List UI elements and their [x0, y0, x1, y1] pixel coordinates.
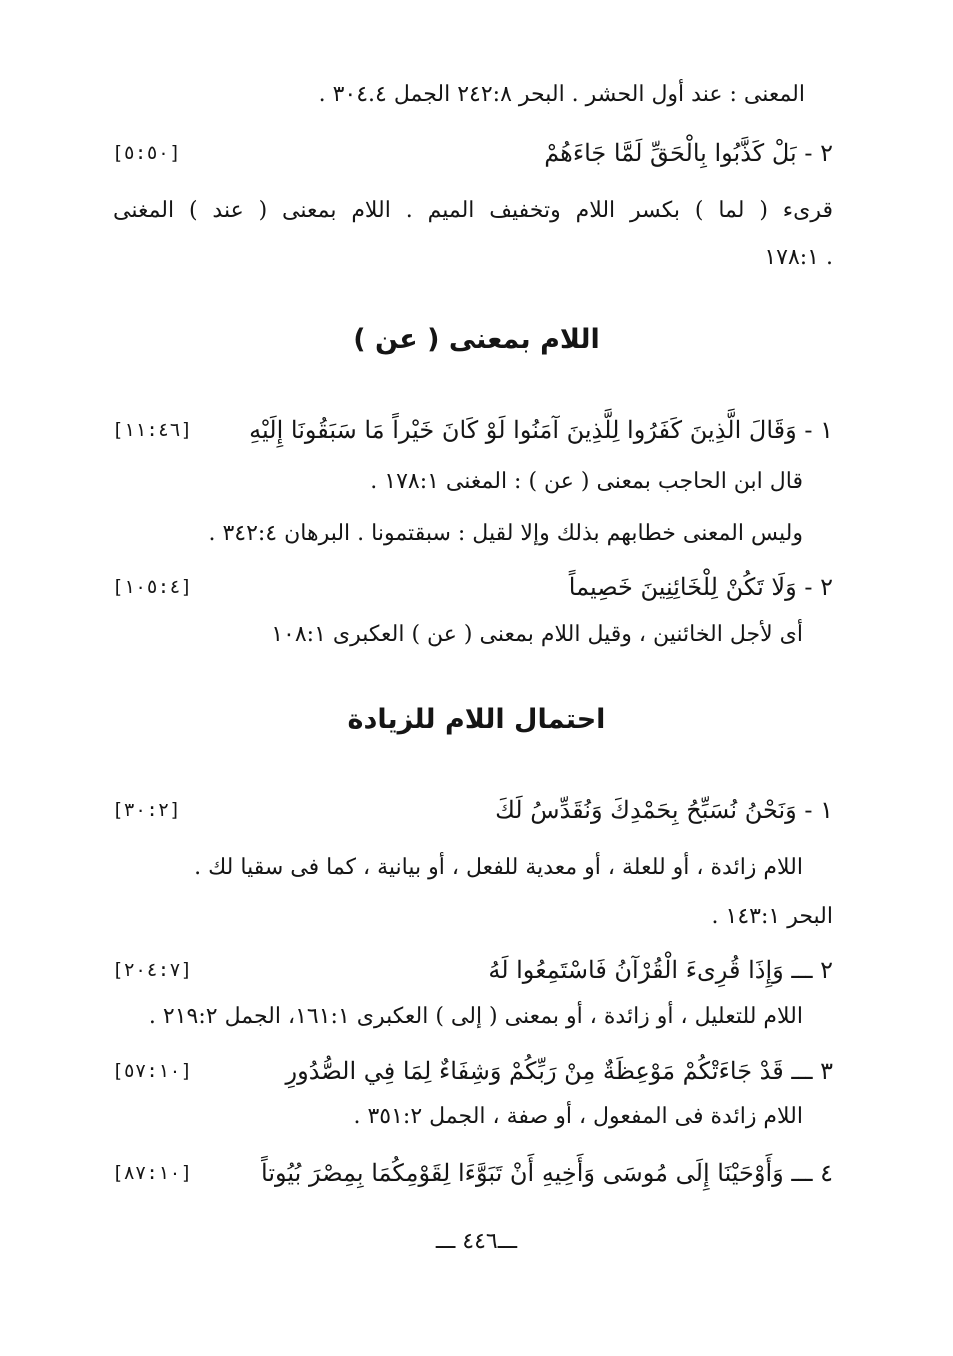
verse-reference: [١١:٤٦] [112, 419, 193, 441]
verse-text: وَقَالَ الَّذِينَ كَفَرُوا لِلَّذِينَ آمَنُوا لَوْ كَانَ خَيْراً مَا سَبَقُونَا إِلَيْهِ [249, 416, 797, 444]
commentary-line: اللام للتعليل ، أو زائدة ، أو بمعنى ( إلى ) العكبرى ١٦١:١، الجمل ٢١٩:٢ . [148, 1004, 803, 1029]
verse-line [261, 1158, 833, 1188]
entry-number: ١ - [804, 796, 833, 824]
entry-number: ٤ ـــ [791, 1159, 833, 1187]
verse-line [488, 955, 833, 985]
verse-text: بَلْ كَذَّبُوا بِالْحَقِّ لَمَّا جَاءَهُمْ [544, 139, 797, 167]
verse-text: وَأَوْحَيْنَا إِلَى مُوسَى وَأَخِيهِ أَنْ تَبَوَّءَا لِقَوْمِكُمَا بِمِصْرَ بُيُوتاً [261, 1159, 784, 1187]
entry-number: ٣ ـــ [791, 1057, 833, 1085]
commentary-line: اللام زائدة فى المفعول ، أو صفة ، الجمل ٣٥١:٢ . [353, 1104, 803, 1129]
commentary-line: اللام زائدة ، أو للعلة ، أو معدية للفعل ، أو بيانية ، كما فى سقيا لك . [194, 855, 803, 880]
verse-reference: [٥٧:١٠] [112, 1060, 193, 1082]
commentary-line: البحر ١٤٣:١ . [711, 904, 833, 929]
entry-number: ٢ - [804, 573, 833, 601]
verse-text: وَإِذَا قُرِىءَ الْقُرْآنُ فَاسْتَمِعُوا لَهُ [488, 956, 784, 984]
entry-number: ٢ ـــ [791, 956, 833, 984]
section-heading: اللام بمعنى ( عن ) [353, 324, 600, 355]
verse-reference: [٢٠٤:٧] [112, 959, 193, 981]
commentary-line: وليس المعنى خطابهم بذلك وإلا لقيل : سبقتمونا . البرهان ٣٤٢:٤ . [208, 521, 803, 546]
verse-text: وَنَحْنُ نُسَبِّحُ بِحَمْدِكَ وَنُقَدِّسُ لَكَ [495, 796, 797, 824]
verse-text: قَدْ جَاءَتْكُمْ مَوْعِظَةٌ مِنْ رَبِّكُمْ وَشِفَاءٌ لِمَا فِي الصُّدُورِ [285, 1057, 784, 1085]
verse-reference: [٣٠:٢] [112, 799, 181, 821]
entry-number: ١ - [804, 416, 833, 444]
verse-text: وَلَا تَكُنْ لِلْخَائِنِينَ خَصِيماً [568, 573, 797, 601]
entry-number: ٢ - [804, 139, 833, 167]
verse-line [569, 572, 833, 602]
verse-line [495, 795, 833, 825]
top-note: المعنى : عند أول الحشر . البحر ٢٤٢:٨ الجمل ٣٠٤.٤ . [318, 82, 805, 107]
commentary-line: أى لأجل الخائنين ، وقيل اللام بمعنى ( عن ) العكبرى ١٠٨:١ [271, 622, 803, 647]
commentary-line: قرىء ( لما ) بكسر اللام وتخفيف الميم . اللام بمعنى ( عند ) المغنى [113, 198, 833, 223]
commentary-line: قال ابن الحاجب بمعنى ( عن ) : المغنى ١٧٨:١ . [370, 469, 803, 494]
verse-reference: [١٠٥:٤] [112, 576, 193, 598]
commentary-line: . ١٧٨:١ [764, 245, 833, 270]
section-heading: احتمال اللام للزيادة [347, 704, 606, 735]
verse-line [544, 138, 833, 168]
page-number: ـــ٤٤٦ ـــ [435, 1229, 518, 1254]
verse-reference: [٥:٥٠] [112, 142, 181, 164]
verse-line [249, 415, 833, 445]
verse-line [286, 1056, 833, 1086]
verse-reference: [٨٧:١٠] [112, 1162, 193, 1184]
